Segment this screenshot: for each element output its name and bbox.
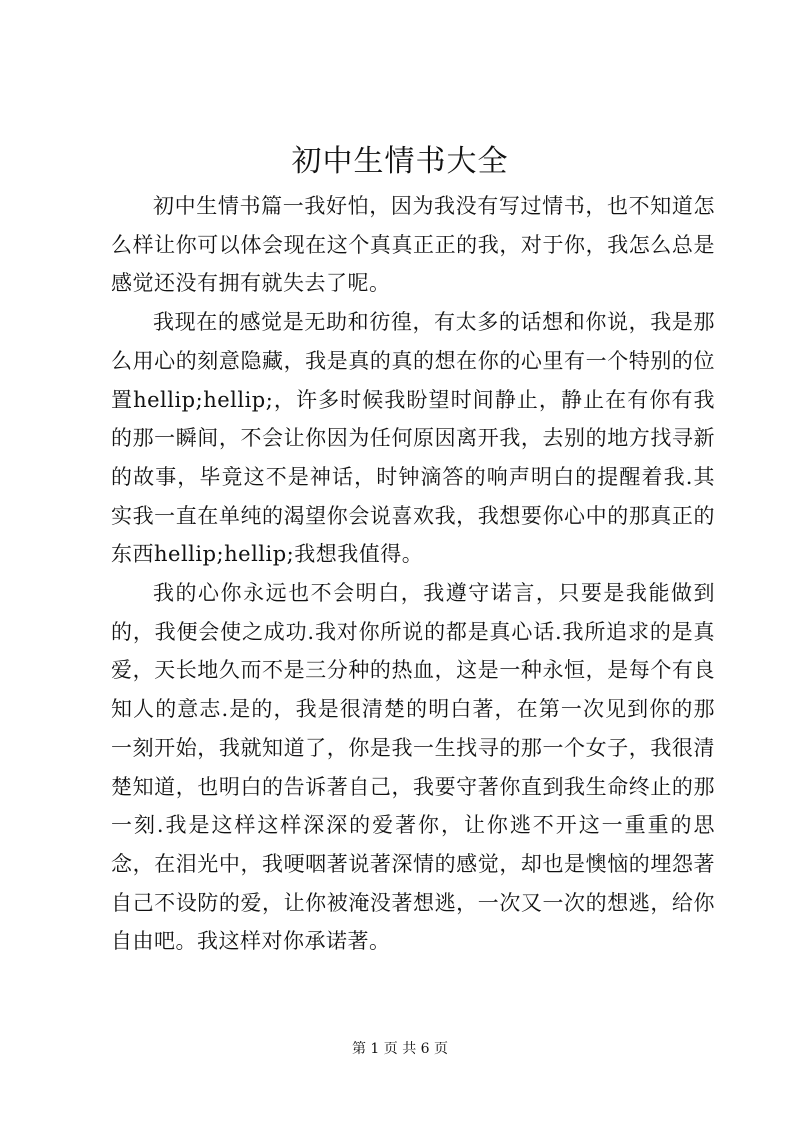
paragraph-2: 我现在的感觉是无助和彷徨，有太多的话想和你说，我是那么用心的刻意隐藏，我是真的真的想在你的心里有一个特别的位置hellip;hellip;，许多时候我盼望时间静止，静止在有你有我的那一瞬间，不会让你因为任何原因离开我，去别的地方找寻新的故事，毕竟这不是神话，时钟滴答的响声明白的提醒着我.其实我一直在单纯的渴望你会说喜欢我，我想要你心中的那真正的东西hellip;hellip;我想我值得。 [111, 310, 715, 567]
document-title: 初中生情书大全 [291, 144, 509, 179]
document-body [111, 187, 715, 961]
paragraph-1: 初中生情书篇一我好怕，因为我没有写过情书，也不知道怎么样让你可以体会现在这个真真正正的我，对于你，我怎么总是感觉还没有拥有就失去了呢。 [111, 194, 715, 296]
paragraph-3: 我的心你永远也不会明白，我遵守诺言，只要是我能做到的，我便会使之成功.我对你所说的都是真心话.我所追求的是真爱，天长地久而不是三分种的热血，这是一种永恒，是每个有良知人的意志.是的，我是很清楚的明白著，在第一次见到你的那一刻开始，我就知道了，你是我一生找寻的那一个女子，我很清楚知道，也明白的告诉著自己，我要守著你直到我生命终止的那一刻.我是这样这样深深的爱著你，让你逃不开这一重重的思念，在泪光中，我哽咽著说著深情的感觉，却也是懊恼的埋怨著自己不设防的爱，让你被淹没著想逃，一次又一次的想逃，给你自由吧。我这样对你承诺著。 [111, 581, 715, 954]
page-footer: 第 1 页 共 6 页 [351, 1041, 449, 1057]
